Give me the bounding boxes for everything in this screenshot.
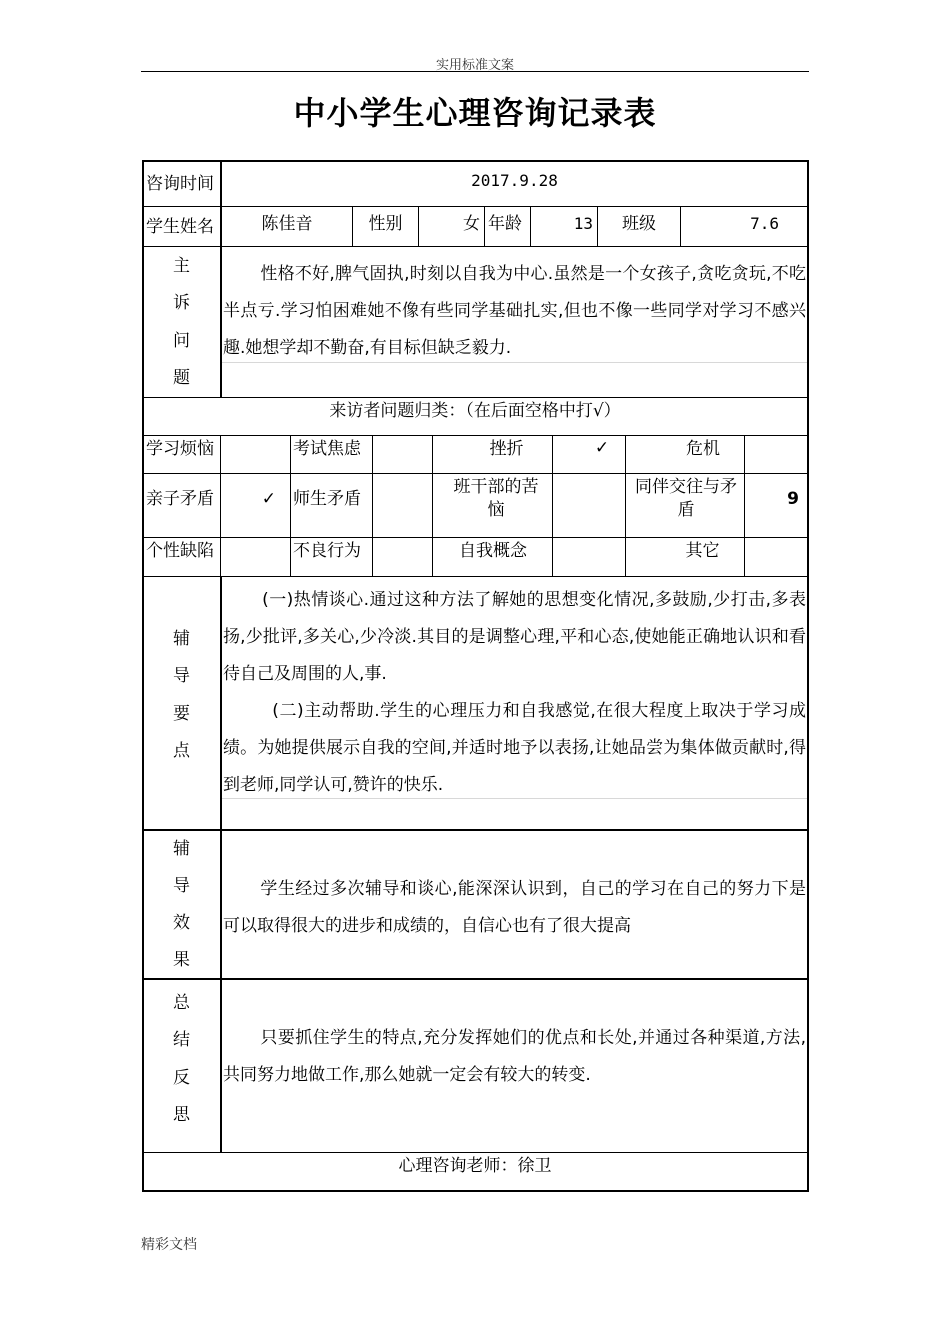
effect-text: [223, 871, 806, 945]
counselor-signature: 心理咨询老师：徐卫: [398, 1156, 552, 1176]
label-char: 题: [173, 368, 190, 389]
label-char: 主: [173, 255, 190, 276]
row-line: [142, 576, 809, 577]
complaint-paragraph: 性格不好,脾气固执,时刻以自我为中心.虽然是一个女孩子,贪吃贪玩,不吃半点亏.学习怕困难她不像有些同学基础扎实,但也不像一些同学对学习不感兴趣.她想学却不勤奋,有目标但缺乏毅力.: [223, 264, 806, 358]
mark-personality-defect: [221, 538, 290, 564]
label-char: 思: [173, 1105, 190, 1126]
category-bad-behavior: 不良行为: [293, 541, 361, 561]
row-line: [142, 246, 809, 247]
category-frustration: 挫折: [489, 439, 524, 459]
mark-class-cadre-trouble: [553, 474, 625, 524]
complaint-label: [143, 247, 220, 397]
category-class-cadre-trouble: 班干部的苦恼: [453, 477, 539, 520]
guidance-paragraph-2: (二)主动帮助.学生的心理压力和自我感觉,在很大程度上取决于学习成绩。为她提供展示自我的空间,并适时地予以表扬,让她品尝为集体做贡献时,得到老师,同学认可,赞许的快乐.: [223, 701, 806, 795]
row-line: [142, 978, 809, 980]
page-header: 实用标准文案: [435, 58, 514, 73]
reflection-text: [223, 1020, 806, 1094]
class-value: 7.6: [750, 214, 779, 233]
label-char: 反: [173, 1067, 190, 1088]
label-char: 导: [173, 666, 190, 687]
complaint-text: [223, 256, 806, 367]
mark-other: [745, 538, 807, 564]
label-char: 果: [173, 949, 190, 970]
reflection-label: [143, 984, 220, 1134]
category-learning-trouble: 学习烦恼: [146, 439, 214, 459]
table-bottom-border: [142, 1190, 809, 1192]
category-teacher-student-conflict: 师生矛盾: [293, 489, 361, 509]
category-crisis: 危机: [686, 439, 720, 459]
classification-heading: 来访者问题归类：（在后面空格中打√）: [329, 401, 621, 421]
label-char: 辅: [173, 628, 190, 649]
label-char: 要: [173, 703, 190, 724]
age-label: 年龄: [488, 214, 522, 234]
label-char: 问: [173, 330, 190, 351]
student-name: 陈佳音: [261, 214, 313, 234]
mark-teacher-student-conflict: [373, 474, 432, 524]
age-value: 13: [573, 214, 593, 233]
mark-self-concept: [553, 538, 625, 564]
effect-label: [143, 830, 220, 978]
mark-frustration: ✓: [594, 438, 610, 458]
reflection-paragraph: 只要抓住学生的特点,充分发挥她们的优点和长处,并通过各种渠道,方法,共同努力地做工作,那么她就一定会有较大的转变.: [223, 1028, 806, 1085]
category-exam-anxiety: 考试焦虑: [293, 439, 361, 459]
category-peer-relations: 同伴交往与矛盾: [635, 477, 737, 520]
time-value: 2017.9.28: [471, 171, 558, 190]
gender-label: 性别: [368, 214, 403, 234]
mark-parent-child-conflict: ✓: [261, 489, 276, 509]
mark-exam-anxiety: [373, 436, 432, 462]
mark-peer-relations: 9: [787, 489, 799, 509]
name-label: 学生姓名: [146, 216, 214, 237]
category-parent-child-conflict: 亲子矛盾: [146, 489, 214, 509]
mark-crisis: [745, 436, 807, 462]
guidance-text: [223, 582, 806, 804]
form-title: 中小学生心理咨询记录表: [293, 94, 657, 132]
page-footer: 精彩文档: [141, 1237, 197, 1253]
mark-learning-trouble: [221, 436, 290, 462]
table-right-border: [807, 160, 809, 1191]
class-label: 班级: [622, 214, 656, 234]
guidance-paragraph-1: (一)热情谈心.通过这种方法了解她的思想变化情况,多鼓励,少打击,多表扬,少批评,多关心,少冷淡.其目的是调整心理,平和心态,使她能正确地认识和看待自己及周围的人,事.: [223, 590, 806, 684]
mark-bad-behavior: [373, 538, 432, 564]
label-char: 诉: [173, 293, 190, 314]
category-other: 其它: [685, 541, 720, 561]
col-line: [220, 576, 222, 1153]
label-char: 辅: [173, 838, 190, 859]
gender-value: 女: [463, 214, 480, 234]
category-self-concept: 自我概念: [459, 541, 527, 561]
time-label: 咨询时间: [146, 173, 214, 194]
label-char: 导: [173, 875, 190, 896]
label-char: 结: [173, 1030, 190, 1051]
row-line: [142, 829, 809, 831]
header-rule: [141, 71, 809, 72]
label-char: 点: [173, 741, 190, 762]
label-char: 总: [173, 992, 190, 1013]
guidance-label: [143, 620, 220, 770]
category-personality-defect: 个性缺陷: [146, 541, 214, 561]
label-char: 效: [173, 912, 190, 933]
effect-paragraph: 学生经过多次辅导和谈心,能深深认识到，自己的学习在自己的努力下是可以取得很大的进步和成绩的，自信心也有了很大提高: [223, 879, 806, 936]
